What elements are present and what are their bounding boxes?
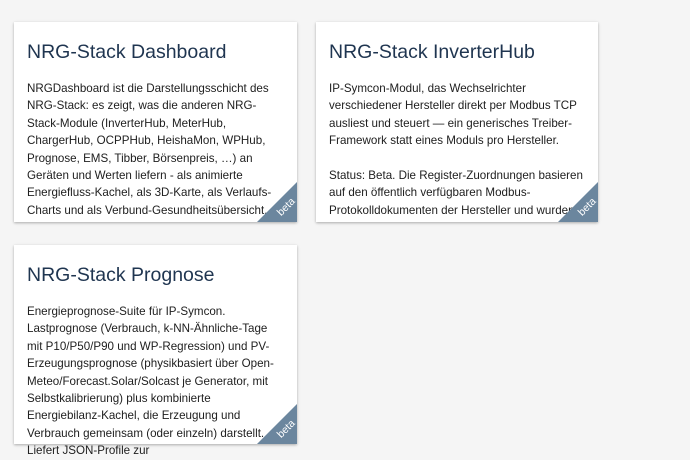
card-description (27, 303, 285, 460)
card-description-paragraph: NRGDashboard ist die Darstellungsschicht des NRG-Stack: es zeigt, was die anderen NRG-Stack-Module (InverterHub, MeterHub, ChargerHub, OCPPHub, HeishaMon, WPHub, Prognose, EMS, Tibber, Börsenpreis, …) an Geräten und Werten liefern - als animierte Energiefluss-Kachel, als 3D-Karte, als Verlaufs-Charts und als Verbund-Gesundheitsübersicht. (27, 82, 272, 217)
card-nrg-stack-inverterhub[interactable] (316, 22, 598, 222)
card-nrg-stack-dashboard[interactable] (14, 22, 297, 222)
card-title: NRG-Stack Dashboard (27, 41, 227, 63)
card-description-paragraph: Status: Beta. Die Register-Zuordnungen basieren auf den öffentlich verfügbaren Modbus-Protokolldokumenten der Hersteller und wurden, (329, 169, 583, 217)
beta-badge: beta (575, 195, 599, 219)
card-description-paragraph: Energieprognose-Suite für IP-Symcon. Lastprognose (Verbrauch, k-NN-Ähnliche-Tage mit P10/P50/P90 und WP-Regression) und PV-Erzeugungsprognose (physikbasiert über Open-Meteo/Forecast.Solar/Solcast je Generator, mit Selbstkalibrierung) plus kombinierte Energiebilanz-Kachel, die Erzeugung und Verbrauch gemeinsam (oder einzeln) darstellt. Liefert JSON-Profile zur (27, 305, 274, 458)
card-body (14, 22, 297, 217)
card-title: NRG-Stack InverterHub (329, 41, 535, 63)
card-description-paragraph: IP-Symcon-Modul, das Wechselrichter verschiedener Hersteller direkt per Modbus TCP ausliest und steuert — ein generisches Treiber-Framework statt eines Moduls pro Hersteller. (329, 82, 577, 148)
card-body (316, 22, 598, 217)
beta-badge: beta (274, 417, 298, 441)
card-title: NRG-Stack Prognose (27, 264, 215, 286)
card-body (14, 245, 297, 458)
card-description (329, 80, 586, 219)
beta-badge: beta (274, 195, 298, 219)
card-description (27, 80, 285, 219)
card-nrg-stack-prognose[interactable] (14, 245, 298, 458)
